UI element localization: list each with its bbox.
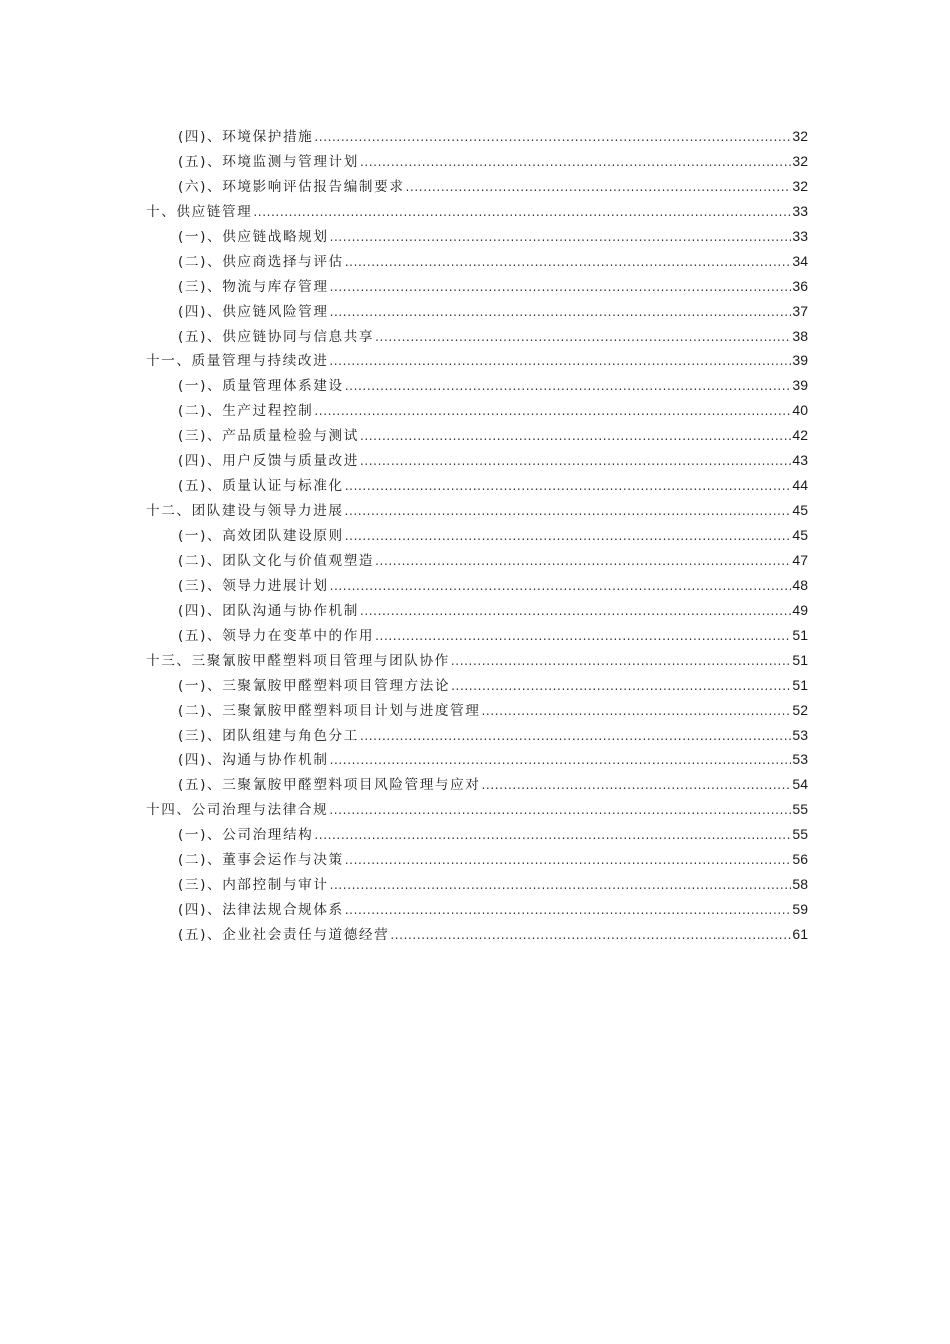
toc-entry[interactable] (146, 373, 808, 398)
toc-entry-title: (三)、领导力进展计划 (178, 577, 329, 594)
toc-entry-title: (一)、供应链战略规划 (178, 228, 329, 245)
dot-leader (375, 624, 791, 649)
toc-entry-page-number: 48 (792, 576, 808, 593)
dot-leader (482, 773, 792, 798)
toc-entry-title: (四)、沟通与协作机制 (178, 752, 329, 769)
toc-entry[interactable] (146, 274, 808, 299)
toc-entry[interactable] (146, 772, 808, 797)
dot-leader (345, 374, 792, 399)
toc-entry-title: 十三、三聚氰胺甲醛塑料项目管理与团队协作 (146, 652, 450, 669)
toc-entry[interactable] (146, 897, 808, 922)
dot-leader (360, 424, 791, 449)
toc-entry-page-number: 43 (792, 452, 808, 469)
toc-entry-page-number: 55 (792, 801, 808, 818)
toc-entry-page-number: 54 (792, 776, 808, 793)
toc-entry-title: 十、供应链管理 (146, 203, 253, 220)
toc-entry-title: (四)、用户反馈与质量改进 (178, 453, 359, 470)
toc-entry[interactable] (146, 398, 808, 423)
toc-entry-page-number: 49 (792, 601, 808, 618)
dot-leader (345, 250, 792, 275)
dot-leader (314, 125, 791, 150)
toc-entry[interactable] (146, 348, 808, 373)
toc-entry-page-number: 52 (792, 701, 808, 718)
toc-entry[interactable] (146, 423, 808, 448)
toc-entry[interactable] (146, 548, 808, 573)
toc-entry-page-number: 56 (792, 851, 808, 868)
toc-entry-page-number: 59 (792, 901, 808, 918)
dot-leader (360, 599, 791, 624)
toc-entry-title: (二)、供应商选择与评估 (178, 253, 344, 270)
toc-entry-title: (三)、内部控制与审计 (178, 877, 329, 894)
toc-entry[interactable] (146, 249, 808, 274)
dot-leader (482, 699, 792, 724)
toc-entry-page-number: 51 (792, 651, 808, 668)
toc-entry[interactable] (146, 747, 808, 772)
dot-leader (330, 748, 792, 773)
dot-leader (330, 275, 792, 300)
dot-leader (330, 300, 792, 325)
toc-entry-page-number: 44 (792, 477, 808, 494)
toc-entry-title: (四)、环境保护措施 (178, 129, 314, 145)
toc-entry-page-number: 47 (792, 551, 808, 568)
toc-entry-page-number: 45 (792, 527, 808, 543)
toc-entry-title: (五)、环境监测与管理计划 (178, 153, 359, 170)
toc-entry[interactable] (146, 797, 808, 822)
dot-leader (406, 175, 792, 200)
toc-entry[interactable] (146, 523, 808, 548)
toc-entry[interactable] (146, 149, 808, 174)
dot-leader (375, 325, 791, 350)
toc-entry[interactable] (146, 498, 808, 523)
dot-leader (314, 823, 791, 848)
toc-entry-title: (四)、法律法规合规体系 (178, 902, 344, 919)
toc-entry[interactable] (146, 473, 808, 498)
toc-entry-page-number: 53 (792, 726, 808, 743)
toc-entry-title: (一)、质量管理体系建设 (178, 378, 344, 395)
toc-entry[interactable] (146, 822, 808, 847)
toc-entry-page-number: 38 (792, 327, 808, 344)
toc-entry-title: (五)、领导力在变革中的作用 (178, 627, 375, 644)
toc-entry-title: (五)、企业社会责任与道德经营 (178, 927, 390, 943)
toc-entry-title: (二)、董事会运作与决策 (178, 852, 344, 869)
toc-entry-page-number: 45 (792, 502, 808, 519)
toc-entry-page-number: 53 (792, 751, 808, 768)
toc-entry-title: (四)、团队沟通与协作机制 (178, 602, 359, 619)
toc-entry-title: (五)、三聚氰胺甲醛塑料项目风险管理与应对 (178, 777, 481, 794)
dot-leader (330, 225, 792, 250)
table-of-contents (146, 124, 808, 947)
toc-entry[interactable] (146, 598, 808, 623)
toc-entry[interactable] (146, 723, 808, 748)
toc-entry-title: 十二、团队建设与领导力进展 (146, 503, 344, 520)
toc-entry[interactable] (146, 847, 808, 872)
toc-entry-page-number: 33 (792, 202, 808, 219)
toc-entry-page-number: 55 (792, 826, 808, 843)
toc-entry-page-number: 40 (792, 402, 808, 419)
dot-leader (345, 474, 792, 499)
dot-leader (330, 873, 792, 898)
dot-leader (329, 798, 791, 823)
toc-entry[interactable] (146, 224, 808, 249)
toc-entry-title: (二)、生产过程控制 (178, 403, 314, 420)
toc-entry-page-number: 39 (792, 377, 808, 394)
dot-leader (330, 574, 792, 599)
toc-entry-title: (二)、团队文化与价值观塑造 (178, 552, 375, 569)
toc-entry-page-number: 36 (792, 277, 808, 294)
toc-entry[interactable] (146, 324, 808, 349)
toc-entry-title: (一)、三聚氰胺甲醛塑料项目管理方法论 (178, 677, 451, 694)
toc-entry-page-number: 32 (792, 128, 808, 144)
dot-leader (360, 449, 791, 474)
toc-entry[interactable] (146, 573, 808, 598)
toc-entry-title: (二)、三聚氰胺甲醛塑料项目计划与进度管理 (178, 702, 481, 719)
dot-leader (360, 724, 791, 749)
dot-leader (329, 349, 791, 374)
dot-leader (345, 524, 792, 549)
dot-leader (375, 549, 791, 574)
toc-entry-title: (五)、供应链协同与信息共享 (178, 328, 375, 345)
toc-entry-title: (一)、高效团队建设原则 (178, 528, 344, 544)
toc-entry[interactable] (146, 698, 808, 723)
toc-entry-page-number: 51 (792, 676, 808, 693)
toc-entry-page-number: 61 (792, 926, 808, 942)
toc-entry-title: (三)、团队组建与角色分工 (178, 727, 359, 744)
toc-entry[interactable] (146, 199, 808, 224)
toc-entry-page-number: 32 (792, 152, 808, 169)
toc-entry[interactable] (146, 872, 808, 897)
toc-entry-page-number: 42 (792, 427, 808, 444)
toc-entry-title: (三)、物流与库存管理 (178, 278, 329, 295)
dot-leader (451, 674, 791, 699)
toc-entry[interactable] (146, 922, 808, 947)
toc-entry-title: (一)、公司治理结构 (178, 827, 314, 844)
dot-leader (390, 923, 791, 948)
toc-entry-title: 十四、公司治理与法律合规 (146, 802, 329, 819)
toc-entry-title: (五)、质量认证与标准化 (178, 478, 344, 495)
toc-entry-page-number: 39 (792, 352, 808, 369)
dot-leader (345, 898, 792, 923)
toc-entry[interactable] (146, 648, 808, 673)
toc-entry[interactable] (146, 673, 808, 698)
toc-entry-title: 十一、质量管理与持续改进 (146, 353, 329, 370)
toc-entry-page-number: 34 (792, 252, 808, 269)
toc-entry-page-number: 58 (792, 876, 808, 893)
dot-leader (253, 200, 791, 225)
toc-entry[interactable] (146, 124, 808, 149)
toc-entry-page-number: 33 (792, 227, 808, 244)
toc-entry-title: (六)、环境影响评估报告编制要求 (178, 178, 405, 195)
dot-leader (345, 499, 792, 524)
toc-entry-page-number: 51 (792, 626, 808, 643)
dot-leader (360, 150, 791, 175)
toc-entry-title: (四)、供应链风险管理 (178, 303, 329, 320)
toc-entry-title: (三)、产品质量检验与测试 (178, 428, 359, 445)
toc-entry[interactable] (146, 448, 808, 473)
toc-entry[interactable] (146, 623, 808, 648)
toc-entry-page-number: 37 (792, 302, 808, 319)
toc-entry-page-number: 32 (792, 177, 808, 194)
dot-leader (451, 649, 792, 674)
toc-entry[interactable] (146, 299, 808, 324)
dot-leader (345, 848, 792, 873)
dot-leader (314, 399, 791, 424)
toc-entry[interactable] (146, 174, 808, 199)
